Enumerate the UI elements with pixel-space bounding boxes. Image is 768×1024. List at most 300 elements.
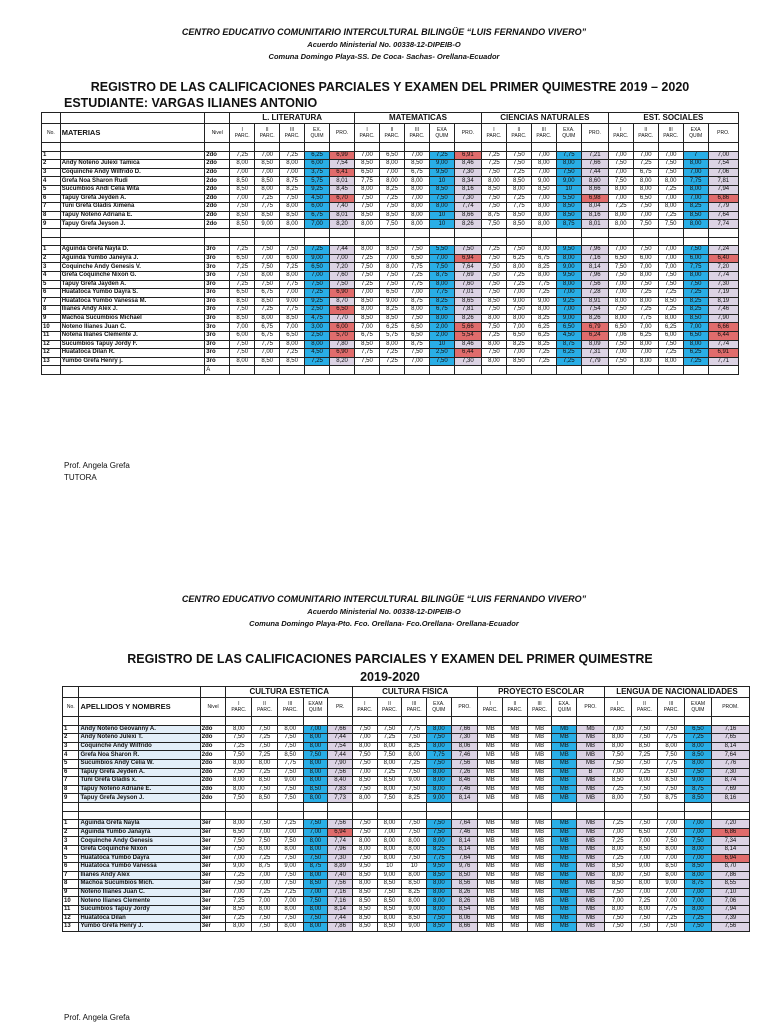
grade-cell: 7,25 <box>506 271 531 280</box>
grade-cell: 7,56 <box>711 923 749 932</box>
grade-cell: 7,00 <box>608 349 633 358</box>
sub-header: III PARC. <box>531 124 556 143</box>
grade-cell: 7,00 <box>633 323 658 332</box>
grade-cell: 8,14 <box>328 906 353 915</box>
row-nivel: 2do <box>200 777 226 786</box>
grade-cell: 7,46 <box>451 828 478 837</box>
grade-cell: 8,00 <box>658 871 685 880</box>
grade-cell: 7,50 <box>352 785 377 794</box>
grade-cell: 8,01 <box>330 211 355 220</box>
grade-cell: 6,50 <box>633 194 658 203</box>
blank-cell <box>60 143 205 152</box>
grade-cell: 7,00 <box>685 854 712 863</box>
grade-cell: 7,25 <box>658 914 685 923</box>
grade-cell: MB <box>577 777 605 786</box>
blank-cell <box>631 802 658 811</box>
grade-cell: 8,00 <box>226 725 252 734</box>
grade-cell: 7,60 <box>330 271 355 280</box>
grade-cell: MB <box>478 794 503 803</box>
grade-cell: 7,50 <box>379 271 404 280</box>
row-number: 4 <box>42 177 61 186</box>
grade-cell: 8,50 <box>377 923 402 932</box>
grade-cell: 8,25 <box>379 185 404 194</box>
blank-cell <box>79 802 200 811</box>
grade-cell: 9,25 <box>305 185 330 194</box>
grade-cell: MB <box>552 845 577 854</box>
blank-cell <box>404 366 429 375</box>
grade-cell: MB <box>478 751 503 760</box>
grade-cell: 7,25 <box>531 289 556 298</box>
row-number: 2 <box>42 160 61 169</box>
grade-cell: 7,90 <box>708 314 738 323</box>
row-nivel: 2do <box>205 185 230 194</box>
grade-cell: 5,70 <box>330 332 355 341</box>
grade-cell: 7,79 <box>708 203 738 212</box>
grade-cell: 5,75 <box>379 332 404 341</box>
grade-cell: 7,66 <box>328 725 353 734</box>
grade-cell: 8,25 <box>683 306 708 315</box>
grade-cell: 7,83 <box>328 785 353 794</box>
grade-cell: MB <box>552 742 577 751</box>
blank-cell <box>478 717 503 726</box>
grade-cell: 9,00 <box>305 254 330 263</box>
comuna-address-2: Comuna Domingo Playa-Pto. Fco. Orellana- Fco.Orellana- Orellana-Ecuador <box>249 619 519 628</box>
grade-cell: 6,50 <box>404 323 429 332</box>
grade-cell: 4,50 <box>556 332 581 341</box>
grade-cell: 7,00 <box>631 888 658 897</box>
grade-cell: 8,50 <box>352 914 377 923</box>
row-number: 2 <box>63 828 79 837</box>
grade-cell: 7,00 <box>658 828 685 837</box>
grade-cell: 2,00 <box>429 323 454 332</box>
grade-cell: 8,20 <box>330 220 355 229</box>
table-row <box>63 828 750 837</box>
blank-cell <box>280 143 305 152</box>
grade-cell: 8,00 <box>352 845 377 854</box>
grade-cell: 7,50 <box>402 854 427 863</box>
grade-cell: 8,00 <box>280 203 305 212</box>
grade-cell: 6,00 <box>305 203 330 212</box>
grade-cell: 7,00 <box>252 897 278 906</box>
grade-cell: 10 <box>556 185 581 194</box>
blank-cell <box>60 228 205 237</box>
grade-cell: 7,50 <box>685 837 712 846</box>
blank-cell <box>63 687 79 698</box>
grade-cell: 8,50 <box>252 777 278 786</box>
grade-cell: 7,00 <box>658 820 685 829</box>
grade-cell: 8,50 <box>631 845 658 854</box>
grade-cell: 6,50 <box>226 828 252 837</box>
grade-cell: 8,00 <box>531 271 556 280</box>
grade-cell: 7,56 <box>328 880 353 889</box>
blank-cell <box>503 717 528 726</box>
sub-header: III PARC. <box>280 124 305 143</box>
grade-cell: 8,50 <box>481 185 506 194</box>
grade-cell: 8,00 <box>608 314 633 323</box>
student-name-cell <box>60 151 205 160</box>
grade-cell: 7,50 <box>658 340 683 349</box>
row-number: 1 <box>42 246 61 255</box>
grade-cell: 7,50 <box>604 759 631 768</box>
grade-cell: 7,73 <box>328 794 353 803</box>
blank-cell <box>478 802 503 811</box>
grade-cell: MB <box>478 845 503 854</box>
blank-cell <box>658 811 685 820</box>
grade-cell: 7,00 <box>226 854 252 863</box>
grade-cell: 7,54 <box>328 742 353 751</box>
grade-cell: 9,00 <box>427 794 452 803</box>
grade-cell: MB <box>552 923 577 932</box>
grade-cell: 7,50 <box>427 820 452 829</box>
grade-cell: 7,50 <box>226 734 252 743</box>
table-row <box>63 794 750 803</box>
row-number: 13 <box>42 357 61 366</box>
grade-cell: 7,25 <box>481 151 506 160</box>
grade-cell: 7,64 <box>711 751 749 760</box>
grade-cell: 7,50 <box>658 280 683 289</box>
grade-cell: 7,00 <box>352 768 377 777</box>
grade-cell: MB <box>478 837 503 846</box>
grade-cell: MB <box>577 751 605 760</box>
row-number: 5 <box>63 759 79 768</box>
grade-cell: 7,50 <box>608 340 633 349</box>
sub-header: EXAM QUIM <box>685 698 712 717</box>
grade-cell: 6,50 <box>685 725 712 734</box>
grade-cell: 6,50 <box>683 332 708 341</box>
grade-cell: 7,25 <box>226 897 252 906</box>
grade-cell: 7,75 <box>658 734 685 743</box>
grade-cell: 7,50 <box>252 785 278 794</box>
blank-cell <box>305 237 330 246</box>
grade-cell: 8,00 <box>377 759 402 768</box>
grade-cell: 7,69 <box>454 271 481 280</box>
row-number: 6 <box>63 863 79 872</box>
grade-cell: 8,00 <box>427 906 452 915</box>
register-year-2: 2019-2020 <box>360 670 420 684</box>
grade-cell: 7,50 <box>633 203 658 212</box>
grade-cell: 8,00 <box>280 160 305 169</box>
blank-cell <box>226 717 252 726</box>
blank-cell <box>683 237 708 246</box>
student-name-cell: Sucumbios Tapuy Jordy <box>79 906 200 915</box>
blank-cell <box>451 811 478 820</box>
grade-cell: 8,50 <box>429 185 454 194</box>
row-nivel: 3er <box>200 854 226 863</box>
grade-cell: MB <box>503 906 528 915</box>
grade-cell: 7,75 <box>506 203 531 212</box>
grade-cell: 7,25 <box>604 785 631 794</box>
grade-cell: 6,50 <box>404 332 429 341</box>
grade-cell: MB <box>577 880 605 889</box>
grade-cell: 8,00 <box>226 923 252 932</box>
grade-cell: 7,75 <box>683 177 708 186</box>
grade-cell: 7,50 <box>352 828 377 837</box>
grade-cell: 7,50 <box>633 220 658 229</box>
grade-cell: 7,50 <box>604 923 631 932</box>
grade-cell: 7,50 <box>303 914 328 923</box>
row-nivel: 2do <box>200 759 226 768</box>
grade-cell: 8,50 <box>255 177 280 186</box>
grade-cell: 7,50 <box>685 768 712 777</box>
blank-cell <box>685 811 712 820</box>
grade-cell: 7,50 <box>355 271 380 280</box>
subject-header: EST. SOCIALES <box>608 113 738 124</box>
grade-cell: 8,00 <box>427 777 452 786</box>
grade-cell: 7,50 <box>230 306 255 315</box>
blank-cell <box>658 228 683 237</box>
sub-header: I PARC. <box>481 124 506 143</box>
blank-cell <box>255 237 280 246</box>
grade-cell: MB <box>527 734 552 743</box>
row-number: 6 <box>63 768 79 777</box>
row-number: 8 <box>42 211 61 220</box>
grade-cell: 7,50 <box>631 759 658 768</box>
sub-header: III PARC. <box>277 698 303 717</box>
student-name-cell: Tapuy Grefa Jeyden A. <box>79 768 200 777</box>
blank-cell <box>581 366 608 375</box>
grade-cell: 4,50 <box>305 349 330 358</box>
grade-cell: 8,00 <box>604 742 631 751</box>
grade-cell: 7,00 <box>255 254 280 263</box>
table-row <box>42 280 739 289</box>
grade-cell: 7,25 <box>658 185 683 194</box>
table-row <box>63 906 750 915</box>
row-number: 5 <box>42 185 61 194</box>
grade-cell: MB <box>552 785 577 794</box>
grade-cell: 10 <box>429 211 454 220</box>
grade-cell: 8,00 <box>303 923 328 932</box>
grade-cell: 7,00 <box>604 897 631 906</box>
grade-cell: 8,00 <box>427 888 452 897</box>
grade-cell: 8,00 <box>608 211 633 220</box>
row-nivel: 3er <box>200 888 226 897</box>
blank-cell <box>577 802 605 811</box>
teacher-role: TUTORA <box>64 473 97 482</box>
grade-cell: MB <box>577 914 605 923</box>
grade-cell: 8,00 <box>303 794 328 803</box>
table-row <box>63 897 750 906</box>
blank-cell <box>330 143 355 152</box>
sub-header-row <box>63 698 750 717</box>
grade-cell: MB <box>503 897 528 906</box>
grade-cell: MB <box>527 854 552 863</box>
sub-header: I PARC. <box>226 698 252 717</box>
grade-cell: 8,00 <box>303 759 328 768</box>
blank-cell <box>42 228 61 237</box>
grade-cell: 7,50 <box>355 357 380 366</box>
student-name-cell: Machoa Sucumbios Michael <box>60 314 205 323</box>
grade-cell: 6,00 <box>230 332 255 341</box>
grade-cell: 7,00 <box>685 888 712 897</box>
grade-cell: 7,25 <box>685 914 712 923</box>
blank-cell <box>481 237 506 246</box>
grade-cell: 9,00 <box>277 863 303 872</box>
grade-cell: 7,50 <box>481 306 506 315</box>
grade-cell: 7,96 <box>581 271 608 280</box>
grade-cell: 7,50 <box>658 160 683 169</box>
grade-cell: MB <box>552 828 577 837</box>
grade-cell: 8,25 <box>531 314 556 323</box>
blank-cell <box>205 113 230 124</box>
grade-cell: 7,50 <box>252 914 278 923</box>
blank-cell <box>454 237 481 246</box>
grade-cell: 7,50 <box>230 203 255 212</box>
grade-cell: 7,50 <box>355 263 380 272</box>
blank-cell <box>608 237 633 246</box>
grade-cell: 6,00 <box>683 254 708 263</box>
blank-cell <box>355 366 380 375</box>
grade-cell: 7,16 <box>711 725 749 734</box>
grade-cell: 6,25 <box>506 254 531 263</box>
sub-header: EXA QUIM <box>429 124 454 143</box>
grade-cell: 8,50 <box>255 160 280 169</box>
blank-cell <box>577 811 605 820</box>
grade-cell: 8,00 <box>377 820 402 829</box>
grade-cell: 7,50 <box>355 203 380 212</box>
grade-cell: 8,25 <box>683 297 708 306</box>
blank-cell <box>556 143 581 152</box>
row-nivel: 2do <box>200 725 226 734</box>
row-number: 2 <box>42 254 61 263</box>
row-number: 1 <box>42 151 61 160</box>
student-name-cell: Tapuy Grefa Jeyson J. <box>79 794 200 803</box>
grade-cell: 7,30 <box>711 768 749 777</box>
grade-cell: 8,01 <box>330 177 355 186</box>
blank-cell <box>481 228 506 237</box>
table-row <box>63 785 750 794</box>
student-name-cell: Yumbo Grefa Henry J. <box>79 923 200 932</box>
sub-header: PR. <box>328 698 353 717</box>
blank-cell <box>42 366 61 375</box>
grade-cell: 7,50 <box>303 854 328 863</box>
grade-cell: 7,96 <box>581 246 608 255</box>
blank-cell <box>63 811 79 820</box>
grade-cell: 7,25 <box>280 151 305 160</box>
grade-cell: 6,00 <box>633 254 658 263</box>
grade-cell: 8,25 <box>402 794 427 803</box>
blank-cell <box>577 717 605 726</box>
grade-cell: 7,00 <box>685 828 712 837</box>
grade-cell: 7,50 <box>280 194 305 203</box>
table-row <box>42 289 739 298</box>
blank-cell <box>451 717 478 726</box>
grade-cell: 7,24 <box>708 246 738 255</box>
student-name-cell: Ilianes Andy Alex J. <box>60 306 205 315</box>
grade-cell: 7,74 <box>708 220 738 229</box>
grade-cell: 7,00 <box>255 151 280 160</box>
grade-cell: 8,75 <box>556 220 581 229</box>
grade-cell: 7,44 <box>581 168 608 177</box>
grade-cell: 8,46 <box>454 160 481 169</box>
grade-cell: 5,54 <box>454 332 481 341</box>
grade-cell: 8,25 <box>427 845 452 854</box>
sub-header: EX. QUIM <box>305 124 330 143</box>
grade-cell: 7,75 <box>427 854 452 863</box>
grade-cell: 8,50 <box>604 863 631 872</box>
grade-cell: 8,50 <box>277 751 303 760</box>
grade-cell: 6,91 <box>454 151 481 160</box>
grade-cell: 8,50 <box>658 863 685 872</box>
col-nivel-header: Nivel <box>200 698 226 717</box>
grade-cell: 7,86 <box>328 923 353 932</box>
grade-cell: MB <box>552 906 577 915</box>
grade-cell: MB <box>527 888 552 897</box>
grade-cell: 7,40 <box>330 203 355 212</box>
grade-cell: 7,19 <box>708 289 738 298</box>
grade-cell: MB <box>503 863 528 872</box>
grade-cell: 9,50 <box>429 168 454 177</box>
grade-cell: 7,30 <box>451 734 478 743</box>
grade-cell: 3,75 <box>305 168 330 177</box>
grade-cell: 7,34 <box>711 837 749 846</box>
row-nivel: 3ro <box>205 357 230 366</box>
grade-cell: 7,50 <box>230 349 255 358</box>
blank-cell <box>328 811 353 820</box>
blank-cell <box>427 811 452 820</box>
grade-cell: 7,50 <box>481 271 506 280</box>
grade-cell: 8,00 <box>402 751 427 760</box>
grade-cell: 7,25 <box>305 289 330 298</box>
blank-cell <box>503 811 528 820</box>
blank-cell <box>60 113 205 124</box>
grade-cell: 7,00 <box>631 837 658 846</box>
grade-cell: 10 <box>377 863 402 872</box>
grade-cell: 7,75 <box>355 349 380 358</box>
grade-cell: 8,34 <box>454 177 481 186</box>
grade-cell: 8,00 <box>402 871 427 880</box>
grade-cell: 8,00 <box>633 271 658 280</box>
grade-cell: 7,44 <box>330 246 355 255</box>
grade-cell: MB <box>478 923 503 932</box>
grade-cell: 7,50 <box>429 263 454 272</box>
grade-cell: MB <box>577 828 605 837</box>
row-number: 4 <box>63 751 79 760</box>
grade-cell: 7,00 <box>226 888 252 897</box>
grade-cell: 8,00 <box>604 794 631 803</box>
row-nivel: 3er <box>200 863 226 872</box>
table-row <box>42 332 739 341</box>
grade-cell: 8,00 <box>481 340 506 349</box>
grade-cell: 7,64 <box>451 854 478 863</box>
grade-cell: 8,00 <box>352 794 377 803</box>
grade-cell: 7,25 <box>252 751 278 760</box>
grade-cell: 8,75 <box>280 177 305 186</box>
student-name-cell: Grefa Noa Sharon Rudi <box>60 177 205 186</box>
grade-cell: 8,00 <box>255 185 280 194</box>
student-name-cell: Huatatoca Dilan <box>79 914 200 923</box>
grade-cell: 8,50 <box>255 357 280 366</box>
grade-cell: 8,00 <box>556 280 581 289</box>
grade-cell: 7,86 <box>711 871 749 880</box>
grade-cell: MB <box>503 751 528 760</box>
grade-cell: 7,50 <box>608 271 633 280</box>
grade-cell: 7,50 <box>481 280 506 289</box>
grade-cell: MB <box>503 777 528 786</box>
row-nivel: 2do <box>205 151 230 160</box>
grade-cell: 8,00 <box>252 759 278 768</box>
grade-cell: 6,75 <box>531 254 556 263</box>
row-number: 3 <box>42 168 61 177</box>
grade-cell: 9,00 <box>277 777 303 786</box>
grade-cell: MB <box>527 794 552 803</box>
grade-cell: 7,25 <box>255 194 280 203</box>
grade-cell: MB <box>527 923 552 932</box>
grade-cell: 7,50 <box>481 168 506 177</box>
student-name-cell: Coquinche Andy Genesis V. <box>60 263 205 272</box>
grade-cell: 7,50 <box>379 203 404 212</box>
grade-cell: 8,75 <box>481 211 506 220</box>
blank-cell <box>683 228 708 237</box>
